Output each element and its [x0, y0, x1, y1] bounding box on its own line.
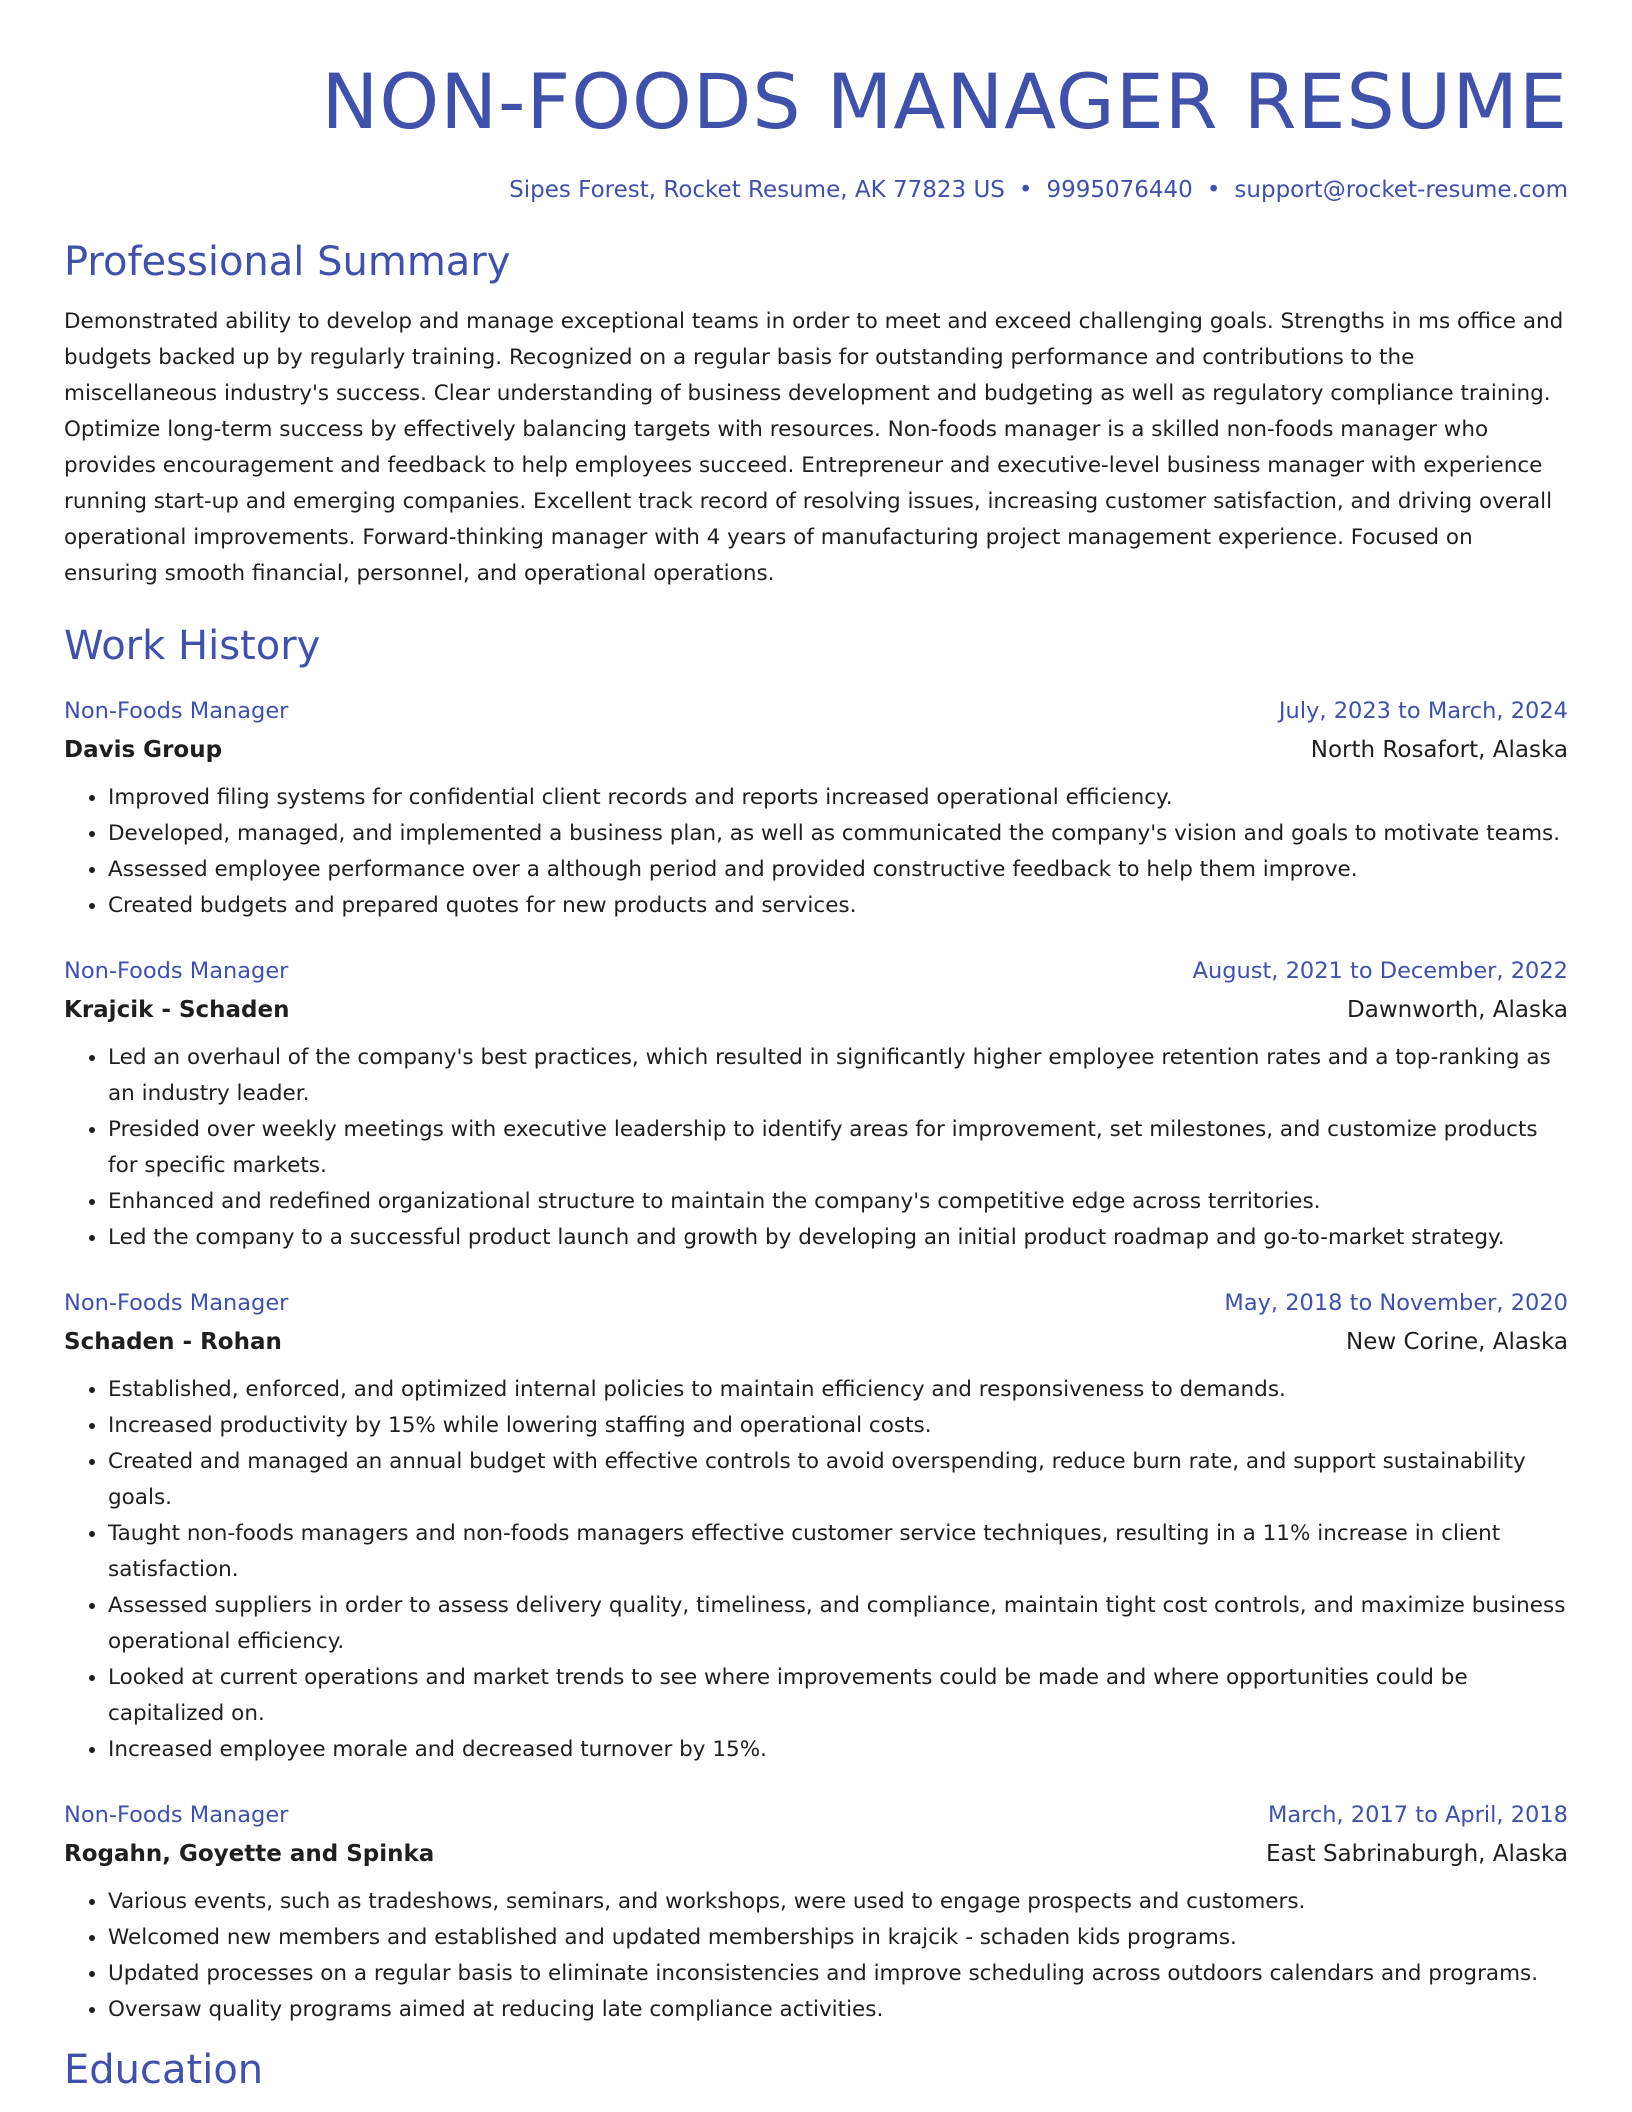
job-title: Non-Foods Manager	[64, 1802, 289, 1828]
job-bullet: • Oversaw quality programs aimed at reducing late compliance activities.	[108, 1992, 1568, 2028]
resume-page	[64, 0, 1568, 2112]
job-title: Non-Foods Manager	[64, 1290, 289, 1316]
job-bullet: • Presided over weekly meetings with executive leadership to identify areas for improvement, set milestones, and customize products for specific markets.	[108, 1112, 1568, 1184]
contact-phone: 9995076440	[1046, 177, 1193, 203]
job-dates: May, 2018 to November, 2020	[1224, 1290, 1568, 1316]
job-bullet: • Increased employee morale and decreased turnover by 15%.	[108, 1732, 1568, 1768]
job-location: East Sabrinaburgh, Alaska	[1266, 1841, 1568, 1867]
job-bullet: • Looked at current operations and market trends to see where improvements could be made and where opportunities could be capitalized on.	[108, 1660, 1568, 1732]
job-location: Dawnworth, Alaska	[1347, 997, 1568, 1023]
job-bullet: • Led an overhaul of the company's best practices, which resulted in significantly higher employee retention rates and a top-ranking as an industry leader.	[108, 1040, 1568, 1112]
summary-heading: Professional Summary	[64, 239, 511, 285]
job-dates: July, 2023 to March, 2024	[1278, 698, 1568, 724]
job-bullet: • Welcomed new members and established and updated memberships in krajcik - schaden kids programs.	[108, 1920, 1568, 1956]
job-bullet: • Increased productivity by 15% while lowering staffing and operational costs.	[108, 1408, 1568, 1444]
job-bullet: • Enhanced and redefined organizational structure to maintain the company's competitive edge across territories.	[108, 1184, 1568, 1220]
job-bullet-list	[64, 780, 1568, 924]
job-entry	[64, 692, 1568, 924]
job-company: Rogahn, Goyette and Spinka	[64, 1841, 435, 1867]
job-location: New Corine, Alaska	[1345, 1329, 1568, 1355]
job-bullet-list	[64, 1884, 1568, 2028]
job-bullet: • Taught non-foods managers and non-foods managers effective customer service techniques, resulting in a 11% increase in client satisfaction.	[108, 1516, 1568, 1588]
job-location: North Rosafort, Alaska	[1310, 737, 1568, 763]
job-bullet: • Assessed employee performance over a although period and provided constructive feedback to help them improve.	[108, 852, 1568, 888]
job-bullet: • Established, enforced, and optimized internal policies to maintain efficiency and responsiveness to demands.	[108, 1372, 1568, 1408]
job-bullet: • Led the company to a successful product launch and growth by developing an initial product roadmap and go-to-market strategy.	[108, 1220, 1568, 1256]
work-history-heading: Work History	[64, 623, 321, 669]
summary-text: Demonstrated ability to develop and manage exceptional teams in order to meet and exceed challenging goals. Strengths in ms office and budgets backed up by regularly training. Recognized on a regular basis for outstanding performance and contributions to the miscellaneous industry's success. Clear understanding of business development and budgeting as well as regulatory compliance training. Optimize long-term success by effectively balancing targets with resources. Non-foods manager is a skilled non-foods manager who provides encouragement and feedback to help employees succeed. Entrepreneur and executive-level business manager with experience running start-up and emerging companies. Excellent track record of resolving issues, increasing customer satisfaction, and driving overall operational improvements. Forward-thinking manager with 4 years of manufacturing project management experience. Focused on ensuring smooth financial, personnel, and operational operations.	[64, 309, 1564, 586]
job-company: Krajcik - Schaden	[64, 997, 290, 1023]
job-bullet-list	[64, 1040, 1568, 1256]
job-dates: August, 2021 to December, 2022	[1192, 958, 1568, 984]
job-dates: March, 2017 to April, 2018	[1267, 1802, 1568, 1828]
job-entry	[64, 1284, 1568, 1768]
job-bullet-list	[64, 1372, 1568, 1768]
job-bullet: • Developed, managed, and implemented a business plan, as well as communicated the company's vision and goals to motivate teams.	[108, 816, 1568, 852]
job-bullet: • Various events, such as tradeshows, seminars, and workshops, were used to engage prospects and customers.	[108, 1884, 1568, 1920]
education-heading: Education	[64, 2047, 264, 2093]
contact-separator: •	[1206, 177, 1221, 203]
contact-separator: •	[1018, 177, 1033, 203]
job-title: Non-Foods Manager	[64, 958, 289, 984]
contact-info	[64, 174, 1568, 206]
resume-title: NON-FOODS MANAGER RESUME	[321, 57, 1568, 146]
job-bullet: • Updated processes on a regular basis to eliminate inconsistencies and improve scheduling across outdoors calendars and programs.	[108, 1956, 1568, 1992]
job-bullet: • Assessed suppliers in order to assess delivery quality, timeliness, and compliance, maintain tight cost controls, and maximize business operational efficiency.	[108, 1588, 1568, 1660]
job-bullet: • Created and managed an annual budget with effective controls to avoid overspending, reduce burn rate, and support sustainability goals.	[108, 1444, 1568, 1516]
job-title: Non-Foods Manager	[64, 698, 289, 724]
job-bullet: • Improved filing systems for confidential client records and reports increased operational efficiency.	[108, 780, 1568, 816]
job-bullet: • Created budgets and prepared quotes for new products and services.	[108, 888, 1568, 924]
job-company: Davis Group	[64, 737, 223, 763]
contact-email: support@rocket-resume.com	[1234, 177, 1568, 203]
job-entry	[64, 952, 1568, 1256]
contact-address: Sipes Forest, Rocket Resume, AK 77823 US	[509, 177, 1005, 203]
job-entry	[64, 1796, 1568, 2028]
job-company: Schaden - Rohan	[64, 1329, 282, 1355]
